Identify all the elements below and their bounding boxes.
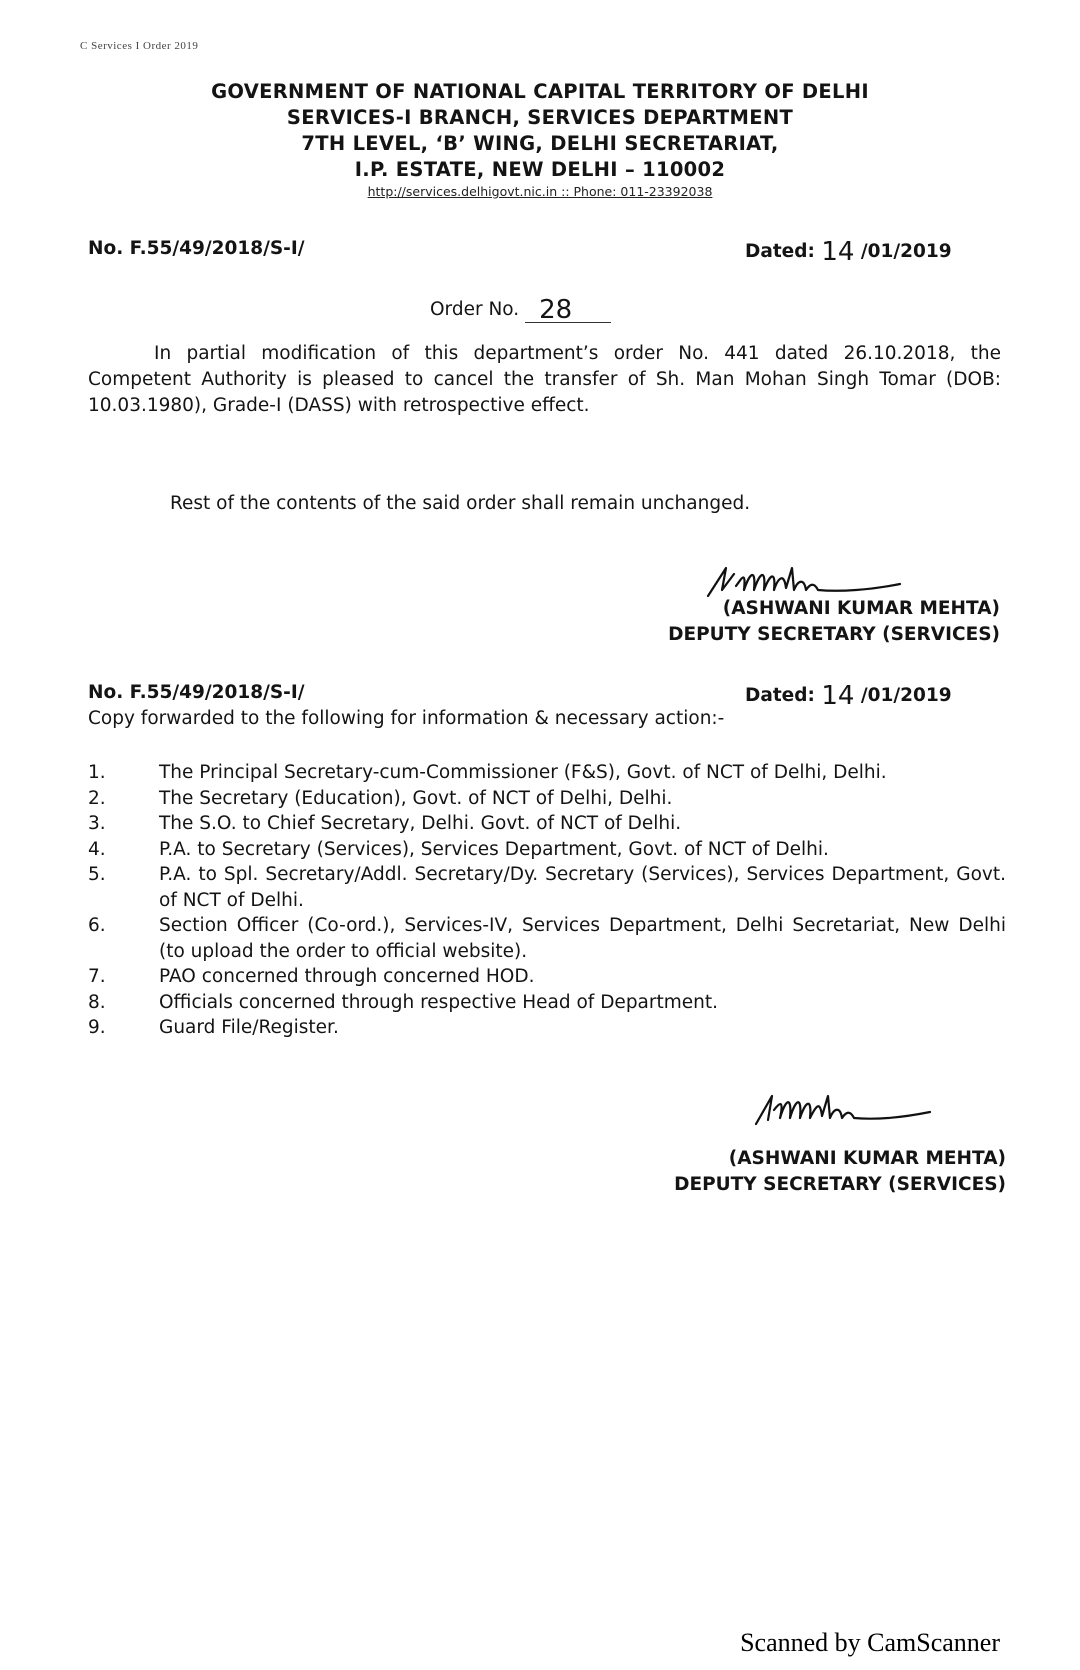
camscanner-watermark: Scanned by CamScanner [740,1628,1000,1657]
header-line-3: 7TH LEVEL, ‘B’ WING, DELHI SECRETARIAT, [301,132,779,155]
list-item-text: The Secretary (Education), Govt. of NCT of Delhi, Delhi. [159,787,673,809]
list-item [88,990,1006,1016]
header-contact: http://services.delhigovt.nic.in :: Phone: 011-23392038 [367,184,713,199]
file-reference-note: C Services I Order 2019 [80,40,199,52]
list-item [88,760,1006,786]
list-item [88,786,1006,812]
order-body-text: In partial modification of this department’s order No. 441 dated 26.10.2018, the Competent Authority is pleased to cancel the transfer of Sh. Man Mohan Singh Tomar (DOB: 10.03.1980), Grade-I (DASS) with retrospective effect. [88,343,1001,416]
copy-date-day-handwritten: 14 [821,681,855,711]
list-item-number: 3. [88,813,106,834]
list-item [88,964,1006,990]
signatory-1-title: DEPUTY SECRETARY (SERVICES) [668,624,1000,645]
list-item-number: 4. [88,838,106,860]
list-item-text: Section Officer (Co-ord.), Services-IV, Services Department, Delhi Secretariat, New Delhi (to upload the order to official website). [159,915,1006,962]
list-item-number: 2. [88,787,106,809]
signatory-1-name: (ASHWANI KUMAR MEHTA) [722,598,1000,619]
list-item-number: 7. [88,966,106,987]
copy-intro: Copy forwarded to the following for information & necessary action:- [88,708,725,729]
copy-date-label: Dated: [745,685,815,706]
header-line-1: GOVERNMENT OF NATIONAL CAPITAL TERRITORY OF DELHI [211,80,869,103]
order-date-day-handwritten: 14 [821,237,855,267]
copy-distribution-list [88,760,1006,1041]
list-item-number: 6. [88,915,106,936]
list-item-text: The S.O. to Chief Secretary, Delhi. Govt. of NCT of Delhi. [159,813,682,834]
order-date [745,234,952,267]
signature-2 [750,1088,940,1136]
list-item [88,862,1006,913]
order-rest-statement: Rest of the contents of the said order shall remain unchanged. [170,493,751,514]
header-line-2: SERVICES-I BRANCH, SERVICES DEPARTMENT [286,106,794,129]
list-item-number: 5. [88,864,106,885]
list-item-text: Officials concerned through respective Head of Department. [159,991,719,1013]
order-number [430,292,611,323]
order-date-label: Dated: [745,241,815,262]
header-line-4: I.P. ESTATE, NEW DELHI – 110002 [354,158,726,181]
list-item [88,913,1006,964]
signatory-2-title: DEPUTY SECRETARY (SERVICES) [674,1174,1006,1195]
order-body [88,341,1001,419]
list-item-text: P.A. to Spl. Secretary/Addl. Secretary/Dy. Secretary (Services), Services Department, Govt. of NCT of Delhi. [159,864,1006,911]
copy-file-number: No. F.55/49/2018/S-I/ [88,682,305,703]
order-number-value: 28 [539,295,573,325]
list-item [88,811,1006,837]
list-item [88,1015,1006,1041]
list-item-number: 9. [88,1017,106,1038]
list-item-number: 1. [88,762,106,783]
list-item-text: PAO concerned through concerned HOD. [159,966,535,987]
list-item-text: The Principal Secretary-cum-Commissioner (F&S), Govt. of NCT of Delhi, Delhi. [159,762,887,783]
signatory-2-name: (ASHWANI KUMAR MEHTA) [728,1148,1006,1169]
list-item-number: 8. [88,991,106,1013]
order-file-number: No. F.55/49/2018/S-I/ [88,238,305,259]
order-number-label: Order No. [430,299,520,320]
copy-date [745,678,952,711]
order-date-rest: /01/2019 [860,241,952,262]
list-item [88,837,1006,863]
list-item-text: P.A. to Secretary (Services), Services Department, Govt. of NCT of Delhi. [159,838,829,860]
list-item-text: Guard File/Register. [159,1017,339,1038]
copy-date-rest: /01/2019 [860,685,952,706]
